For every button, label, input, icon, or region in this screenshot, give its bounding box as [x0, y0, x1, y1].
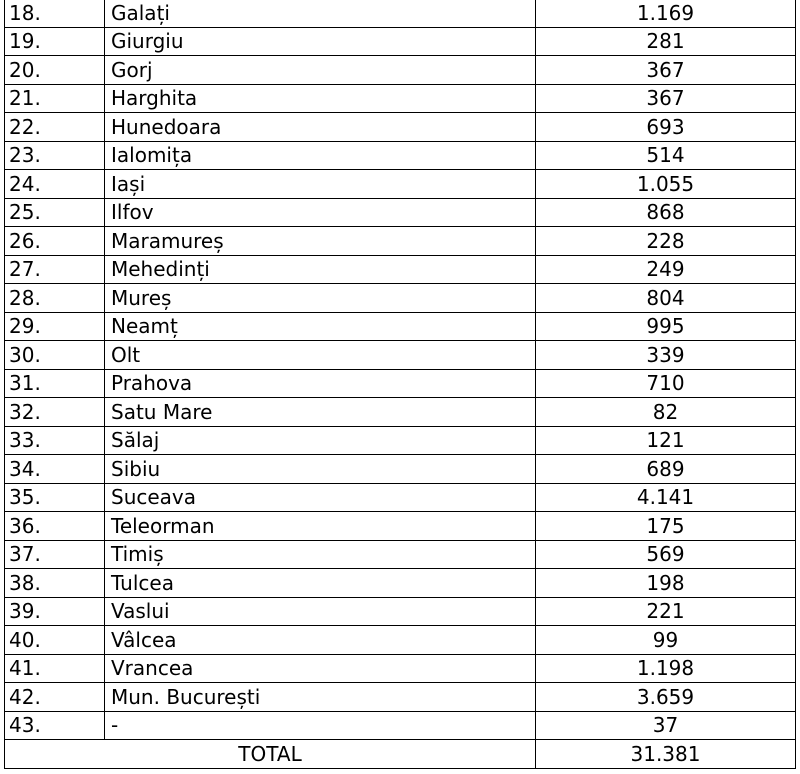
row-number-cell: 43.: [5, 711, 105, 740]
row-number-cell: 18.: [5, 0, 105, 27]
value-cell: 693: [536, 113, 796, 142]
county-name-cell: Vrancea: [105, 654, 536, 683]
row-number-cell: 24.: [5, 170, 105, 199]
county-name-cell: Vâlcea: [105, 626, 536, 655]
county-name-cell: Ilfov: [105, 198, 536, 227]
row-number-cell: 30.: [5, 341, 105, 370]
county-name-cell: Mun. București: [105, 683, 536, 712]
value-cell: 804: [536, 284, 796, 313]
table-row: [5, 227, 796, 256]
row-number-cell: 40.: [5, 626, 105, 655]
value-cell: 514: [536, 141, 796, 170]
row-number-cell: 35.: [5, 483, 105, 512]
table-row: [5, 312, 796, 341]
table-row: [5, 84, 796, 113]
value-cell: 82: [536, 398, 796, 427]
table-row: [5, 198, 796, 227]
value-cell: 1.198: [536, 654, 796, 683]
value-cell: 3.659: [536, 683, 796, 712]
value-cell: 175: [536, 512, 796, 541]
county-name-cell: Harghita: [105, 84, 536, 113]
value-cell: 99: [536, 626, 796, 655]
county-name-cell: Galați: [105, 0, 536, 27]
county-name-cell: Sălaj: [105, 426, 536, 455]
county-name-cell: Satu Mare: [105, 398, 536, 427]
value-cell: 710: [536, 369, 796, 398]
row-number-cell: 36.: [5, 512, 105, 541]
county-name-cell: Teleorman: [105, 512, 536, 541]
value-cell: 249: [536, 255, 796, 284]
row-number-cell: 22.: [5, 113, 105, 142]
county-name-cell: Olt: [105, 341, 536, 370]
table-row: [5, 398, 796, 427]
table-row: [5, 369, 796, 398]
row-number-cell: 29.: [5, 312, 105, 341]
table-row: [5, 540, 796, 569]
table-row: [5, 0, 796, 27]
row-number-cell: 31.: [5, 369, 105, 398]
value-cell: 4.141: [536, 483, 796, 512]
total-label: TOTAL: [5, 740, 536, 769]
county-name-cell: Sibiu: [105, 455, 536, 484]
table-row: [5, 654, 796, 683]
county-name-cell: Tulcea: [105, 569, 536, 598]
table-row: [5, 483, 796, 512]
value-cell: 1.055: [536, 170, 796, 199]
value-cell: 367: [536, 56, 796, 85]
table-row: [5, 683, 796, 712]
table-row: [5, 569, 796, 598]
row-number-cell: 41.: [5, 654, 105, 683]
row-number-cell: 26.: [5, 227, 105, 256]
table-row: [5, 626, 796, 655]
table-row: [5, 27, 796, 56]
value-cell: 367: [536, 84, 796, 113]
table-body: [5, 0, 796, 768]
table-row: [5, 255, 796, 284]
value-cell: 37: [536, 711, 796, 740]
table-row: [5, 341, 796, 370]
value-cell: 689: [536, 455, 796, 484]
row-number-cell: 21.: [5, 84, 105, 113]
row-number-cell: 34.: [5, 455, 105, 484]
row-number-cell: 38.: [5, 569, 105, 598]
county-name-cell: Gorj: [105, 56, 536, 85]
row-number-cell: 23.: [5, 141, 105, 170]
row-number-cell: 33.: [5, 426, 105, 455]
row-number-cell: 25.: [5, 198, 105, 227]
row-number-cell: 42.: [5, 683, 105, 712]
row-number-cell: 19.: [5, 27, 105, 56]
value-cell: 228: [536, 227, 796, 256]
table-row: [5, 512, 796, 541]
county-name-cell: Mureș: [105, 284, 536, 313]
county-name-cell: Neamț: [105, 312, 536, 341]
value-cell: 221: [536, 597, 796, 626]
value-cell: 339: [536, 341, 796, 370]
value-cell: 281: [536, 27, 796, 56]
total-row: [5, 740, 796, 769]
county-table: [4, 0, 796, 769]
value-cell: 121: [536, 426, 796, 455]
county-name-cell: Ialomița: [105, 141, 536, 170]
county-name-cell: Prahova: [105, 369, 536, 398]
row-number-cell: 37.: [5, 540, 105, 569]
table-row: [5, 170, 796, 199]
row-number-cell: 32.: [5, 398, 105, 427]
table-row: [5, 455, 796, 484]
table-row: [5, 711, 796, 740]
county-name-cell: Suceava: [105, 483, 536, 512]
row-number-cell: 27.: [5, 255, 105, 284]
value-cell: 1.169: [536, 0, 796, 27]
table-row: [5, 597, 796, 626]
county-name-cell: -: [105, 711, 536, 740]
county-name-cell: Giurgiu: [105, 27, 536, 56]
value-cell: 198: [536, 569, 796, 598]
row-number-cell: 20.: [5, 56, 105, 85]
county-name-cell: Vaslui: [105, 597, 536, 626]
row-number-cell: 39.: [5, 597, 105, 626]
row-number-cell: 28.: [5, 284, 105, 313]
table-row: [5, 426, 796, 455]
value-cell: 868: [536, 198, 796, 227]
table-row: [5, 113, 796, 142]
county-name-cell: Maramureș: [105, 227, 536, 256]
table-row: [5, 56, 796, 85]
county-name-cell: Iași: [105, 170, 536, 199]
table-row: [5, 141, 796, 170]
value-cell: 995: [536, 312, 796, 341]
value-cell: 569: [536, 540, 796, 569]
county-name-cell: Mehedinți: [105, 255, 536, 284]
county-name-cell: Hunedoara: [105, 113, 536, 142]
county-name-cell: Timiș: [105, 540, 536, 569]
total-value: 31.381: [536, 740, 796, 769]
table-row: [5, 284, 796, 313]
